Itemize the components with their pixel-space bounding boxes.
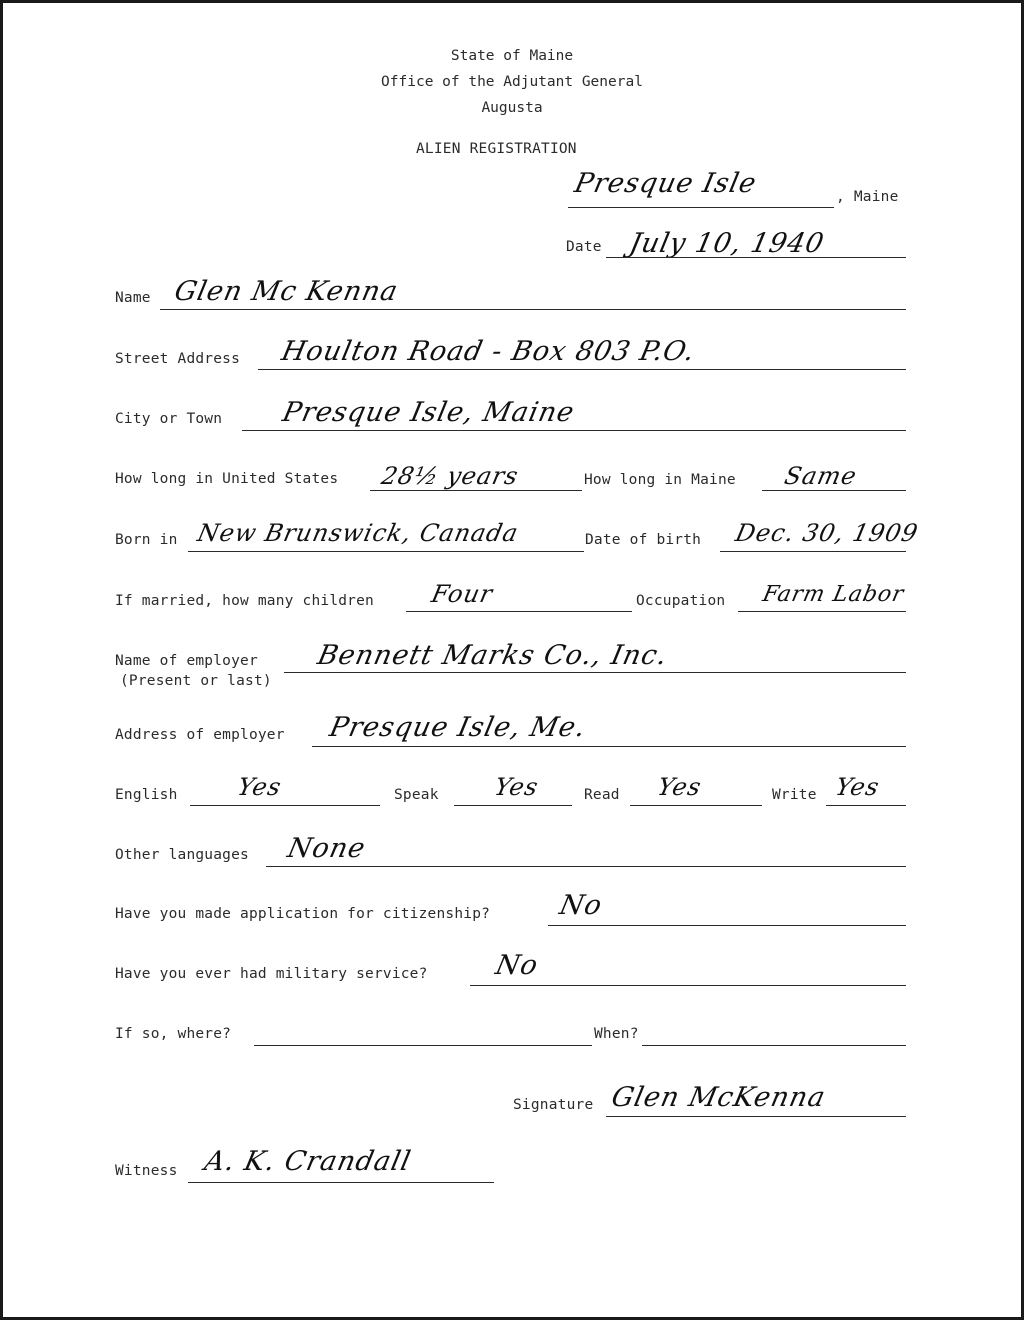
street-address-label: Street Address	[115, 351, 241, 367]
citizenship-value: No	[556, 890, 606, 921]
children-line	[406, 611, 632, 612]
speak-label: Speak	[394, 787, 439, 803]
date-line	[606, 257, 906, 258]
header-state: State of Maine	[450, 48, 574, 64]
how-long-maine-value: Same	[782, 462, 860, 490]
read-label: Read	[584, 787, 620, 803]
citizenship-line	[548, 925, 906, 926]
write-label: Write	[772, 787, 817, 803]
children-label: If married, how many children	[115, 593, 374, 609]
employer-address-line	[312, 746, 906, 747]
name-line	[160, 309, 906, 310]
how-long-maine-label: How long in Maine	[584, 472, 736, 488]
when-label: When?	[594, 1026, 639, 1042]
other-languages-label: Other languages	[115, 847, 249, 863]
speak-line	[454, 805, 572, 806]
employer-label: Name of employer	[115, 653, 258, 669]
form-title: ALIEN REGISTRATION	[416, 141, 577, 157]
date-of-birth-line	[720, 551, 906, 552]
write-line	[826, 805, 906, 806]
city-value: Presque Isle, Maine	[279, 397, 578, 428]
name-label: Name	[115, 290, 151, 306]
occupation-label: Occupation	[636, 593, 726, 609]
witness-label: Witness	[115, 1163, 178, 1179]
street-address-value: Houlton Road - Box 803 P.O.	[278, 336, 698, 367]
speak-value: Yes	[492, 773, 542, 801]
signature-line	[606, 1116, 906, 1117]
when-line	[642, 1045, 906, 1046]
military-line	[470, 985, 906, 986]
occupation-value: Farm Labor	[760, 582, 907, 607]
signature-value: Glen McKenna	[608, 1082, 829, 1113]
header-city: Augusta	[481, 100, 543, 116]
header-office: Office of the Adjutant General	[381, 74, 643, 90]
children-value: Four	[429, 580, 496, 608]
town-value: Presque Isle	[571, 168, 760, 199]
born-in-line	[188, 551, 584, 552]
citizenship-label: Have you made application for citizenship?	[115, 906, 491, 922]
how-long-maine-line	[762, 490, 906, 491]
read-line	[630, 805, 762, 806]
how-long-us-label: How long in United States	[115, 471, 339, 487]
other-languages-line	[266, 866, 906, 867]
city-label: City or Town	[115, 411, 223, 427]
name-value: Glen Mc Kenna	[171, 276, 402, 307]
other-languages-value: None	[284, 833, 369, 864]
where-line	[254, 1045, 592, 1046]
witness-value: A. K. Crandall	[201, 1146, 414, 1177]
date-of-birth-label: Date of birth	[585, 532, 702, 548]
date-of-birth-value: Dec. 30, 1909	[733, 519, 922, 547]
employer-line	[284, 672, 906, 673]
english-value: Yes	[235, 773, 285, 801]
employer-address-label: Address of employer	[115, 727, 285, 743]
employer-value: Bennett Marks Co., Inc.	[314, 640, 671, 671]
occupation-line	[738, 611, 906, 612]
military-label: Have you ever had military service?	[115, 966, 428, 982]
signature-label: Signature	[513, 1097, 594, 1113]
date-label: Date	[566, 239, 602, 255]
town-line	[568, 207, 834, 208]
english-label: English	[115, 787, 178, 803]
how-long-us-value: 28½ years	[379, 462, 522, 490]
read-value: Yes	[655, 773, 705, 801]
employer-sublabel: (Present or last)	[120, 673, 272, 689]
how-long-us-line	[370, 490, 582, 491]
town-suffix: , Maine	[836, 189, 899, 205]
witness-line	[188, 1182, 494, 1183]
date-value: July 10, 1940	[626, 228, 828, 259]
born-in-label: Born in	[115, 532, 178, 548]
military-value: No	[492, 950, 542, 981]
employer-address-value: Presque Isle, Me.	[326, 712, 589, 743]
write-value: Yes	[833, 773, 883, 801]
born-in-value: New Brunswick, Canada	[195, 519, 522, 547]
city-line	[242, 430, 906, 431]
street-address-line	[258, 369, 906, 370]
where-label: If so, where?	[115, 1026, 232, 1042]
english-line	[190, 805, 380, 806]
